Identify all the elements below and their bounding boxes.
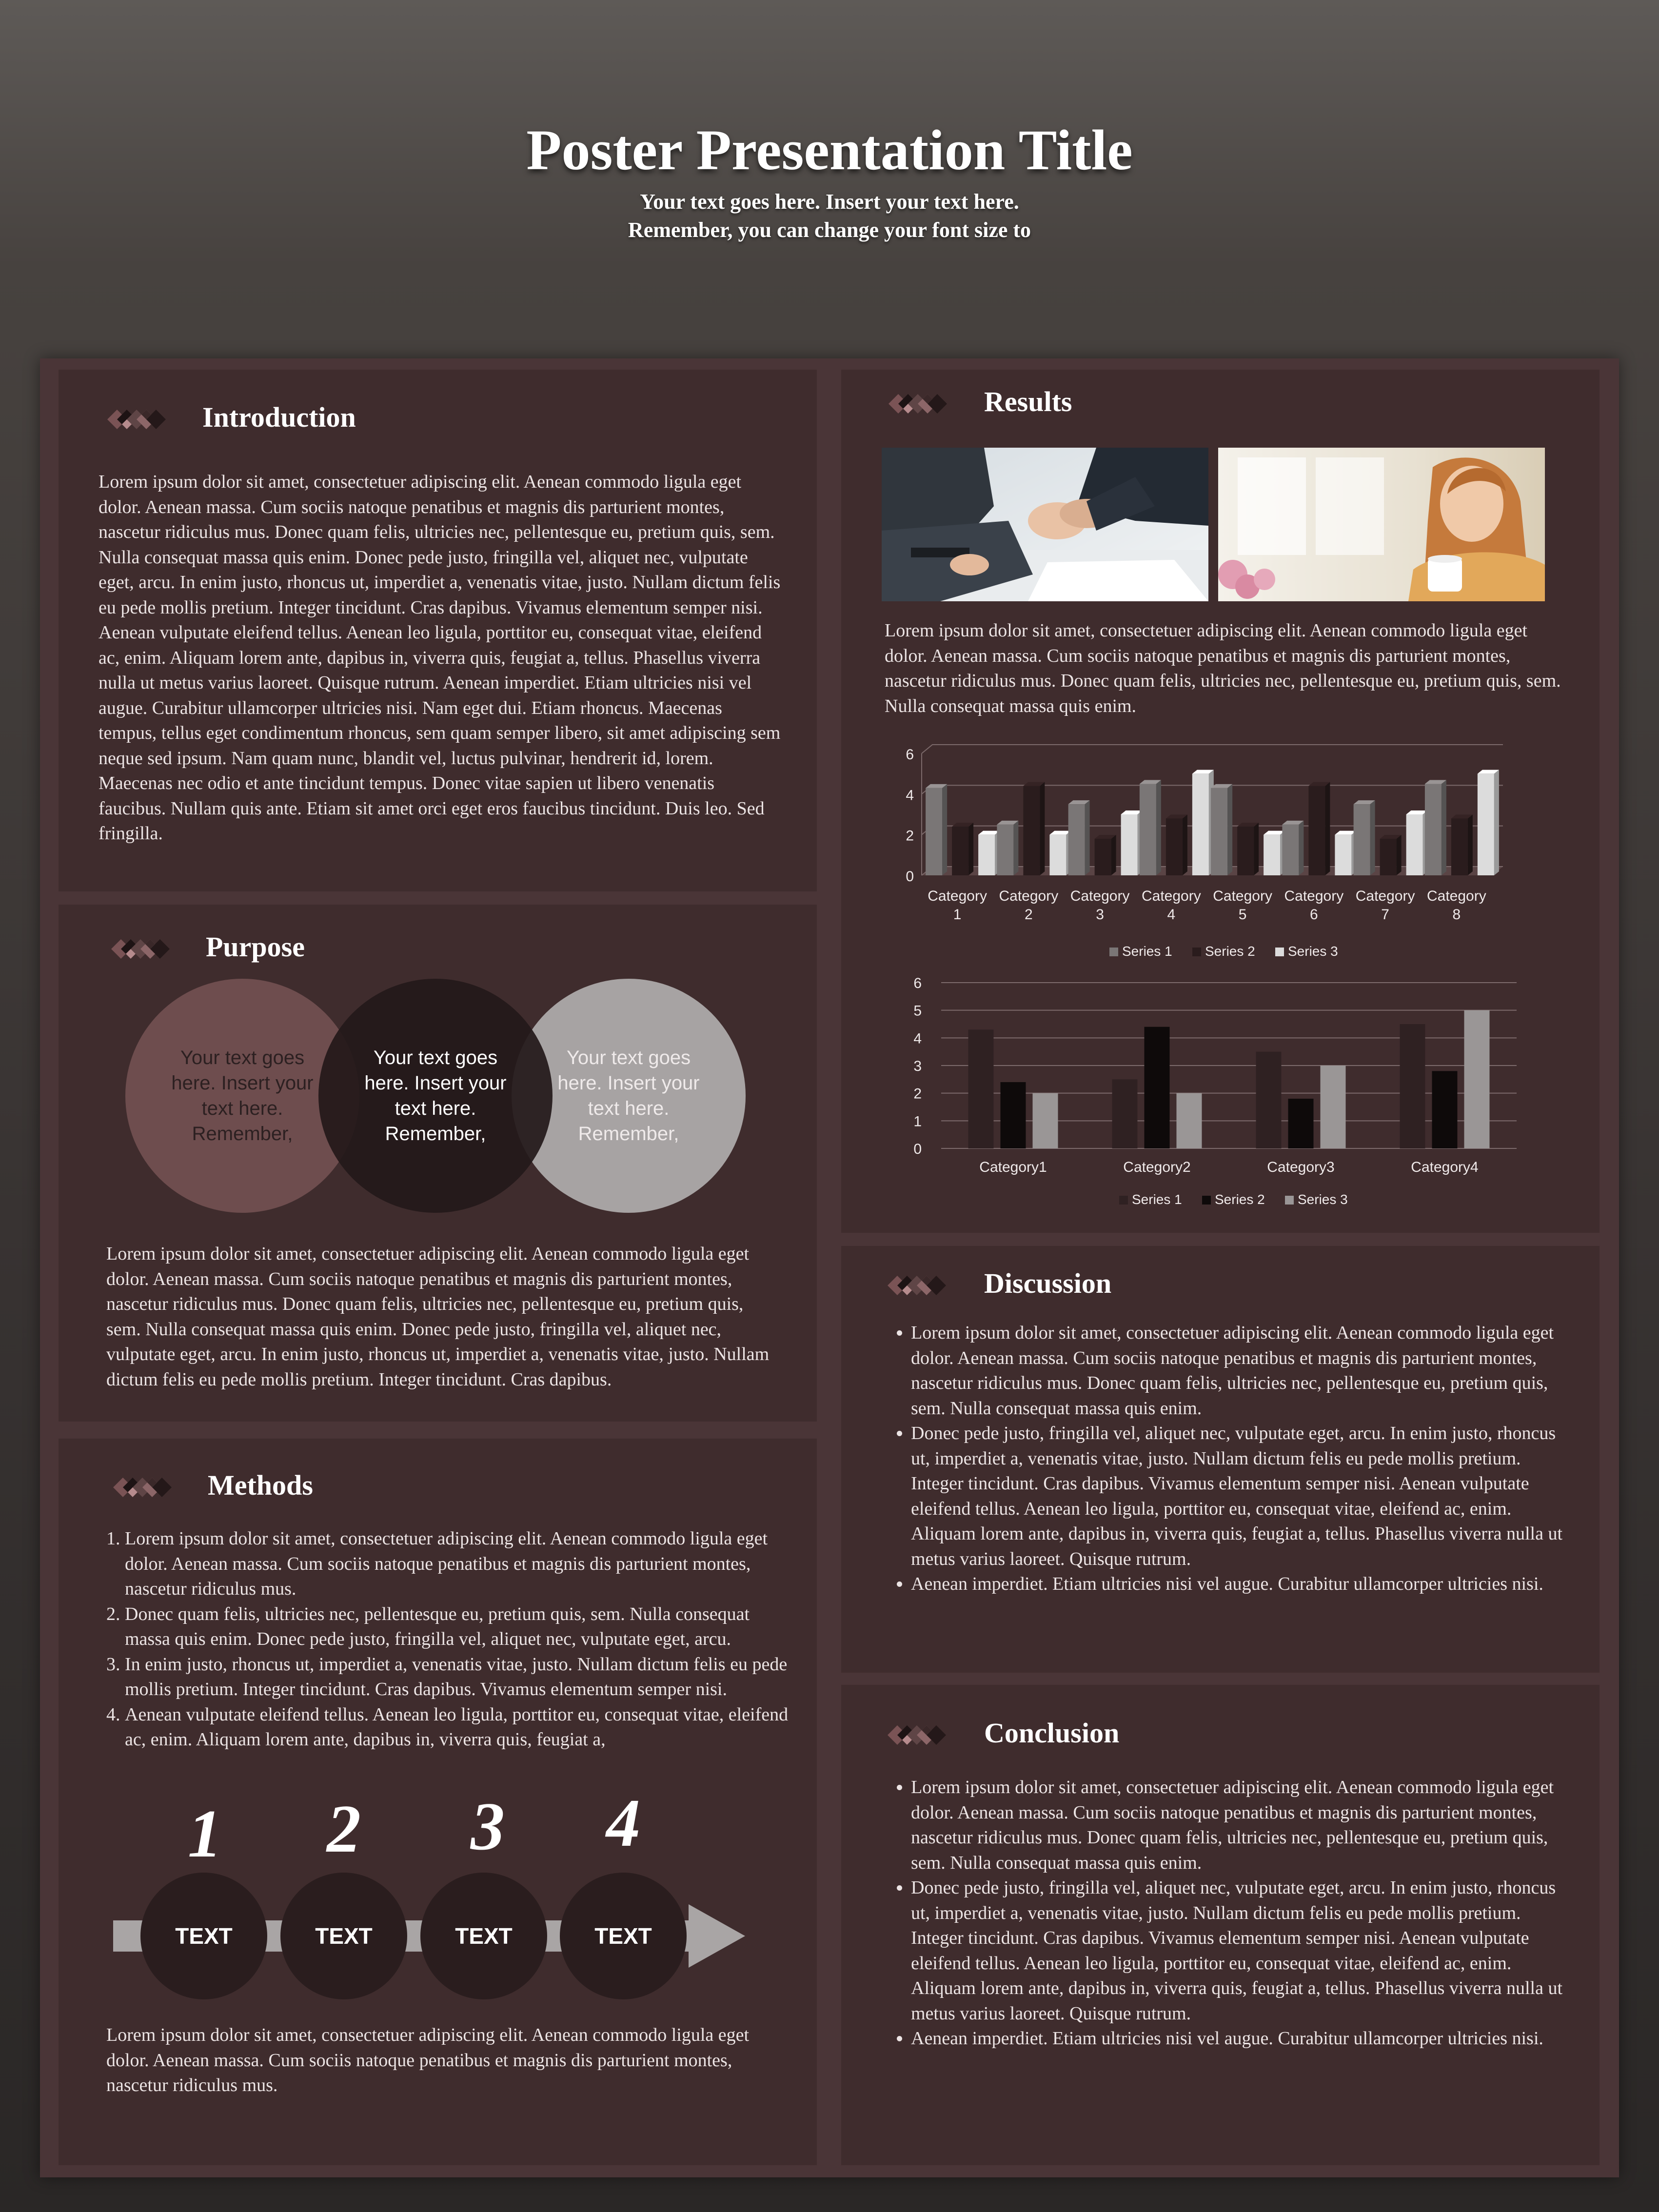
chart1-bar (1237, 827, 1254, 875)
venn-circle-right-text: Your text goes here. Insert your text here. Remember, (557, 1047, 700, 1145)
handshake-photo (882, 448, 1208, 601)
chart1-bar (926, 788, 942, 875)
chart1-bar (1380, 839, 1397, 875)
chart1-bar (1478, 774, 1494, 875)
methods-item-1: 1. Lorem ipsum dolor sit amet, consectetuer adipiscing elit. Aenean commodo ligula eget dolor. Aenean massa. Cum sociis natoque penatibus et magnis dis parturient montes, nascetur ridiculus mus. (125, 1526, 790, 1602)
chart1-bar-side (942, 784, 947, 875)
chart1-legend-swatch (1275, 948, 1284, 956)
chart1-bar-side (1299, 821, 1304, 875)
methods-item-3: 3. In enim justo, rhoncus ut, imperdiet a, venenatis vitae, justo. Nullam dictum felis eu pede mollis pretium. Integer tincidunt. Cras dapibus. Vivamus elementum semper nisi. (125, 1652, 790, 1702)
chart1-bar (1049, 835, 1066, 875)
results-text: Lorem ipsum dolor sit amet, consectetuer adipiscing elit. Aenean commodo ligula eget dolor. Aenean massa. Cum sociis natoque penatibus et magnis dis parturient montes, nascetur ridiculus mus. Donec quam felis, ultricies nec, pellentesque eu, pretium quis, sem. Nulla consequat massa quis enim. (885, 620, 1561, 716)
chart1-legend-swatch (1192, 948, 1201, 956)
chart2-bar (1400, 1024, 1425, 1148)
chart1-bar (1264, 835, 1280, 875)
chart2-bar (968, 1029, 994, 1148)
chart1-category-label: 5 (1238, 907, 1247, 923)
chart2-category-label: Category2 (1123, 1159, 1191, 1175)
chart1-legend-swatch (1109, 948, 1118, 956)
chart1-bar (1406, 814, 1423, 875)
chart2-legend-swatch (1202, 1196, 1211, 1205)
chart2-bar (1464, 1010, 1490, 1148)
chart2-bar (1033, 1093, 1058, 1148)
introduction-title: Introduction (202, 401, 356, 433)
chart1-bar-side (1013, 821, 1018, 875)
subtitle-line-2: Remember, you can change your font size to (628, 218, 1031, 242)
chart2-ytick-label: 5 (913, 1003, 922, 1019)
diamond-decoration-icon (879, 385, 962, 422)
conclusion-item-3: • Aenean imperdiet. Etiam ultricies nisi vel augue. Curabitur ullamcorper ultricies nisi. (911, 2026, 1571, 2052)
chart1-bar-side (1111, 835, 1116, 875)
chart1-category-label: 7 (1381, 907, 1389, 923)
chart1-category-label: Category (1070, 888, 1130, 904)
chart1-category-label: Category (1213, 888, 1272, 904)
chart1-bar-side (1183, 814, 1187, 875)
step-label-4: TEXT (594, 1923, 652, 1949)
chart2-ytick-label: 0 (913, 1141, 922, 1157)
step-circle-3 (420, 1873, 547, 1999)
step-number-1: 1 (188, 1796, 222, 1872)
chart1-ytick-label: 0 (906, 869, 914, 885)
chart1-bar (1282, 825, 1299, 875)
introduction-text: Lorem ipsum dolor sit amet, consectetuer adipiscing elit. Aenean commodo ligula eget dolor. Aenean massa. Cum sociis natoque penatibus et magnis dis parturient montes, nascetur ridiculus mus. Donec quam felis, ultricies nec, pellentesque eu, pretium quis, sem. Nulla consequat massa quis enim. Donec pede justo, fringilla vel, aliquet nec, vulputate eget, arcu. In enim justo, rhoncus ut, imperdiet a, venenatis vitae, justo. Nullam dictum felis eu pede mollis pretium. Integer tincidunt. Cras dapibus. Vivamus elementum semper nisi. Aenean vulputate eleifend tellus. Aenean leo ligula, porttitor eu, consequat vitae, eleifend ac, enim. Aliquam lorem ante, dapibus in, viverra quis, feugiat a, tellus. Phasellus viverra nulla ut metus varius laoreet. Quisque rutrum. Aenean imperdiet. Etiam ultricies nisi vel augue. Curabitur ullamcorper ultricies nisi. Nam eget dui. Etiam rhoncus. Maecenas tempus, tellus eget condimentum rhoncus, sem quam semper libero, sit amet adipiscing sem neque sed ipsum. Nam quam nunc, blandit vel, luctus pulvinar, hendrerit id, lorem. Maecenas nec odio et ante tincidunt tempus. Donec vitae sapien ut libero venenatis faucibus. Nullam quis ante. Etiam sit amet orci eget eros faucibus tincidunt. Duis leo. Sed fringilla. (99, 472, 781, 844)
conclusion-item-2: • Donec pede justo, fringilla vel, aliquet nec, vulputate eget, arcu. In enim justo, rhoncus ut, imperdiet a, venenatis vitae, justo. Nullam dictum felis eu pede mollis pretium. Integer tincidunt. Cras dapibus. Vivamus elementum semper nisi. Aenean vulputate eleifend tellus. Aenean leo ligula, porttitor eu, consequat vitae, eleifend ac, enim. Aliquam lorem ante, dapibus in, viverra quis, feugiat a, tellus. Phasellus viverra nulla ut metus varius laoreet. Quisque rutrum. (911, 1876, 1571, 2026)
chart2-legend-swatch (1119, 1196, 1128, 1205)
chart1-bar (997, 825, 1013, 875)
chart2-ytick-label: 6 (913, 975, 922, 991)
chart1-category-label: 6 (1310, 907, 1318, 923)
chart2-legend-swatch (1285, 1196, 1294, 1205)
chart1-category-label: 4 (1167, 907, 1176, 923)
chart1-ytick-label: 4 (906, 787, 914, 804)
chart1-bar-side (1227, 784, 1232, 875)
chart1-bar (952, 827, 968, 875)
chart1-bar (1354, 804, 1370, 875)
chart2-bar (1177, 1093, 1202, 1148)
results-title: Results (984, 386, 1072, 417)
chart1-category-label: Category (1142, 888, 1201, 904)
methods-item-4: 4. Aenean vulputate eleifend tellus. Aenean leo ligula, porttitor eu, consequat vitae, eleifend ac, enim. Aliquam lorem ante, dapibus in, viverra quis, feugiat a, (125, 1702, 790, 1753)
chart2-category-label: Category3 (1267, 1159, 1335, 1175)
diamond-decoration-icon (878, 1717, 961, 1754)
chart1-bar (1335, 835, 1351, 875)
chart1-gridline (922, 745, 1503, 753)
step-label-1: TEXT (175, 1923, 233, 1949)
chart1-category-label: 3 (1096, 907, 1104, 923)
chart2-ytick-label: 3 (913, 1058, 922, 1074)
chart1-bar (1166, 818, 1183, 875)
purpose-text: Lorem ipsum dolor sit amet, consectetuer adipiscing elit. Aenean commodo ligula eget dolor. Aenean massa. Cum sociis natoque penatibus et magnis dis parturient montes, nascetur ridiculus mus. Donec quam felis, ultricies nec, pellentesque eu, pretium quis, sem. Nulla consequat massa quis enim. Donec pede justo, fringilla vel, aliquet nec, vulputate eget, arcu. In enim justo, rhoncus ut, imperdiet a, venenatis vitae, justo. Nullam dictum felis eu pede mollis pretium. Integer tincidunt. Cras dapibus. (106, 1244, 770, 1390)
chart1-category-label: 2 (1025, 907, 1033, 923)
chart1-bar-side (1325, 782, 1330, 875)
poster-title: Poster Presentation Title (526, 118, 1133, 182)
chart1-bar-side (1494, 770, 1499, 875)
chart1-bar-side (1442, 780, 1446, 876)
chart2-bar (1112, 1079, 1138, 1148)
chart2-category-label: Category1 (979, 1159, 1047, 1175)
purpose-title: Purpose (206, 931, 305, 963)
chart1-category-label: Category (1284, 888, 1344, 904)
subtitle-line-1: Your text goes here. Insert your text here. (640, 190, 1019, 214)
conclusion-item-1: • Lorem ipsum dolor sit amet, consectetuer adipiscing elit. Aenean commodo ligula eget dolor. Aenean massa. Cum sociis natoque penatibus et magnis dis parturient montes, nascetur ridiculus mus. Donec quam felis, ultricies nec, pellentesque eu, pretium quis, sem. Nulla consequat massa quis enim. (911, 1775, 1571, 1876)
chart1-bar (1211, 788, 1227, 875)
methods-list (98, 1526, 790, 1753)
chart1-legend-label: Series 1 (1122, 944, 1172, 959)
diamond-decoration-icon (103, 1469, 186, 1506)
chart1-bar (978, 835, 995, 875)
step-number-4: 4 (606, 1785, 640, 1861)
conclusion-list (884, 1775, 1571, 2052)
venn-circle-center-text: Your text goes here. Insert your text here. Remember, (364, 1047, 507, 1145)
chart1-bar (1023, 786, 1040, 875)
chart1-category-label: Category (1355, 888, 1415, 904)
discussion-item-2: • Donec pede justo, fringilla vel, aliquet nec, vulputate eget, arcu. In enim justo, rhoncus ut, imperdiet a, venenatis vitae, justo. Nullam dictum felis eu pede mollis pretium. Integer tincidunt. Cras dapibus. Vivamus elementum semper nisi. Aenean vulputate eleifend tellus. Aenean leo ligula, porttitor eu, consequat vitae, eleifend ac, enim. Aliquam lorem ante, dapibus in, viverra quis, feugiat a, tellus. Phasellus viverra nulla ut metus varius laoreet. Quisque rutrum. (911, 1421, 1571, 1572)
chart1-bar (1192, 774, 1209, 875)
chart1-bar (1425, 784, 1442, 876)
chart1-category-label: 1 (953, 907, 962, 923)
chart1-category-label: Category (1427, 888, 1486, 904)
chart2-ytick-label: 4 (913, 1030, 922, 1047)
step-number-3: 3 (471, 1789, 505, 1864)
discussion-title: Discussion (984, 1267, 1112, 1299)
chart2-legend-label: Series 2 (1215, 1192, 1265, 1207)
step-label-3: TEXT (455, 1923, 513, 1949)
chart1-ytick-label: 6 (906, 747, 914, 763)
chart1-category-label: Category (999, 888, 1059, 904)
chart1-bar (1308, 786, 1325, 875)
venn-circle-left-text: Your text goes here. Insert your text here. Remember, (171, 1047, 314, 1145)
chart1-category-label: 8 (1452, 907, 1461, 923)
results-chart-1 (892, 734, 1531, 968)
chart1-bar (1451, 818, 1468, 875)
step-circle-1 (140, 1873, 267, 1999)
chart1-bar-side (1397, 835, 1402, 875)
chart1-bar (1121, 814, 1138, 875)
chart2-legend-label: Series 3 (1298, 1192, 1348, 1207)
discussion-list (884, 1321, 1571, 1597)
diamond-decoration-icon (98, 401, 180, 438)
chart1-bar-side (1156, 780, 1161, 876)
chart1-bar-side (1085, 800, 1090, 875)
chart2-bar (1288, 1099, 1314, 1148)
discussion-item-3: • Aenean imperdiet. Etiam ultricies nisi vel augue. Curabitur ullamcorper ultricies nisi. (911, 1572, 1571, 1597)
diamond-decoration-icon (101, 930, 184, 968)
chart1-legend-label: Series 2 (1205, 944, 1255, 959)
chart1-bar (1095, 839, 1111, 875)
step-circle-2 (280, 1873, 407, 1999)
conclusion-title: Conclusion (984, 1717, 1120, 1749)
discussion-item-1: • Lorem ipsum dolor sit amet, consectetuer adipiscing elit. Aenean commodo ligula eget dolor. Aenean massa. Cum sociis natoque penatibus et magnis dis parturient montes, nascetur ridiculus mus. Donec quam felis, ultricies nec, pellentesque eu, pretium quis, sem. Nulla consequat massa quis enim. (911, 1321, 1571, 1421)
chart1-bar (1140, 784, 1156, 876)
chart1-bar (1068, 804, 1085, 875)
chart2-bar (1432, 1071, 1458, 1148)
chart1-bar-side (968, 823, 973, 875)
chart2-bar (1145, 1027, 1170, 1148)
methods-footer-text: Lorem ipsum dolor sit amet, consectetuer adipiscing elit. Aenean commodo ligula eget dolor. Aenean massa. Cum sociis natoque penatibus et magnis dis parturient montes, nascetur ridiculus mus. (106, 2025, 750, 2095)
methods-title: Methods (208, 1469, 313, 1501)
chart1-bar-side (1370, 800, 1375, 875)
chart2-ytick-label: 1 (913, 1113, 922, 1130)
chart2-category-label: Category4 (1411, 1159, 1479, 1175)
diamond-decoration-icon (878, 1267, 961, 1304)
chart2-bar (1256, 1052, 1282, 1148)
chart2-legend-label: Series 1 (1132, 1192, 1182, 1207)
results-chart-2 (892, 970, 1531, 1224)
chart2-bar (1001, 1082, 1026, 1148)
woman-with-cup-photo (1218, 448, 1545, 601)
chart1-bar-side (1468, 814, 1473, 875)
step-label-2: TEXT (315, 1923, 373, 1949)
chart1-bar-side (1254, 823, 1259, 875)
venn-circle-center (318, 979, 553, 1213)
chart1-legend-label: Series 3 (1288, 944, 1338, 959)
chart2-ytick-label: 2 (913, 1086, 922, 1102)
chart1-category-label: Category (928, 888, 987, 904)
chart2-bar (1321, 1066, 1346, 1148)
step-number-2: 2 (327, 1791, 361, 1867)
step-circle-4 (560, 1873, 687, 1999)
methods-item-2: 2. Donec quam felis, ultricies nec, pellentesque eu, pretium quis, sem. Nulla consequat massa quis enim. Donec pede justo, fringilla vel, aliquet nec, vulputate eget, arcu. (125, 1602, 790, 1652)
chart1-ytick-label: 2 (906, 828, 914, 844)
chart1-bar-side (1040, 782, 1045, 875)
